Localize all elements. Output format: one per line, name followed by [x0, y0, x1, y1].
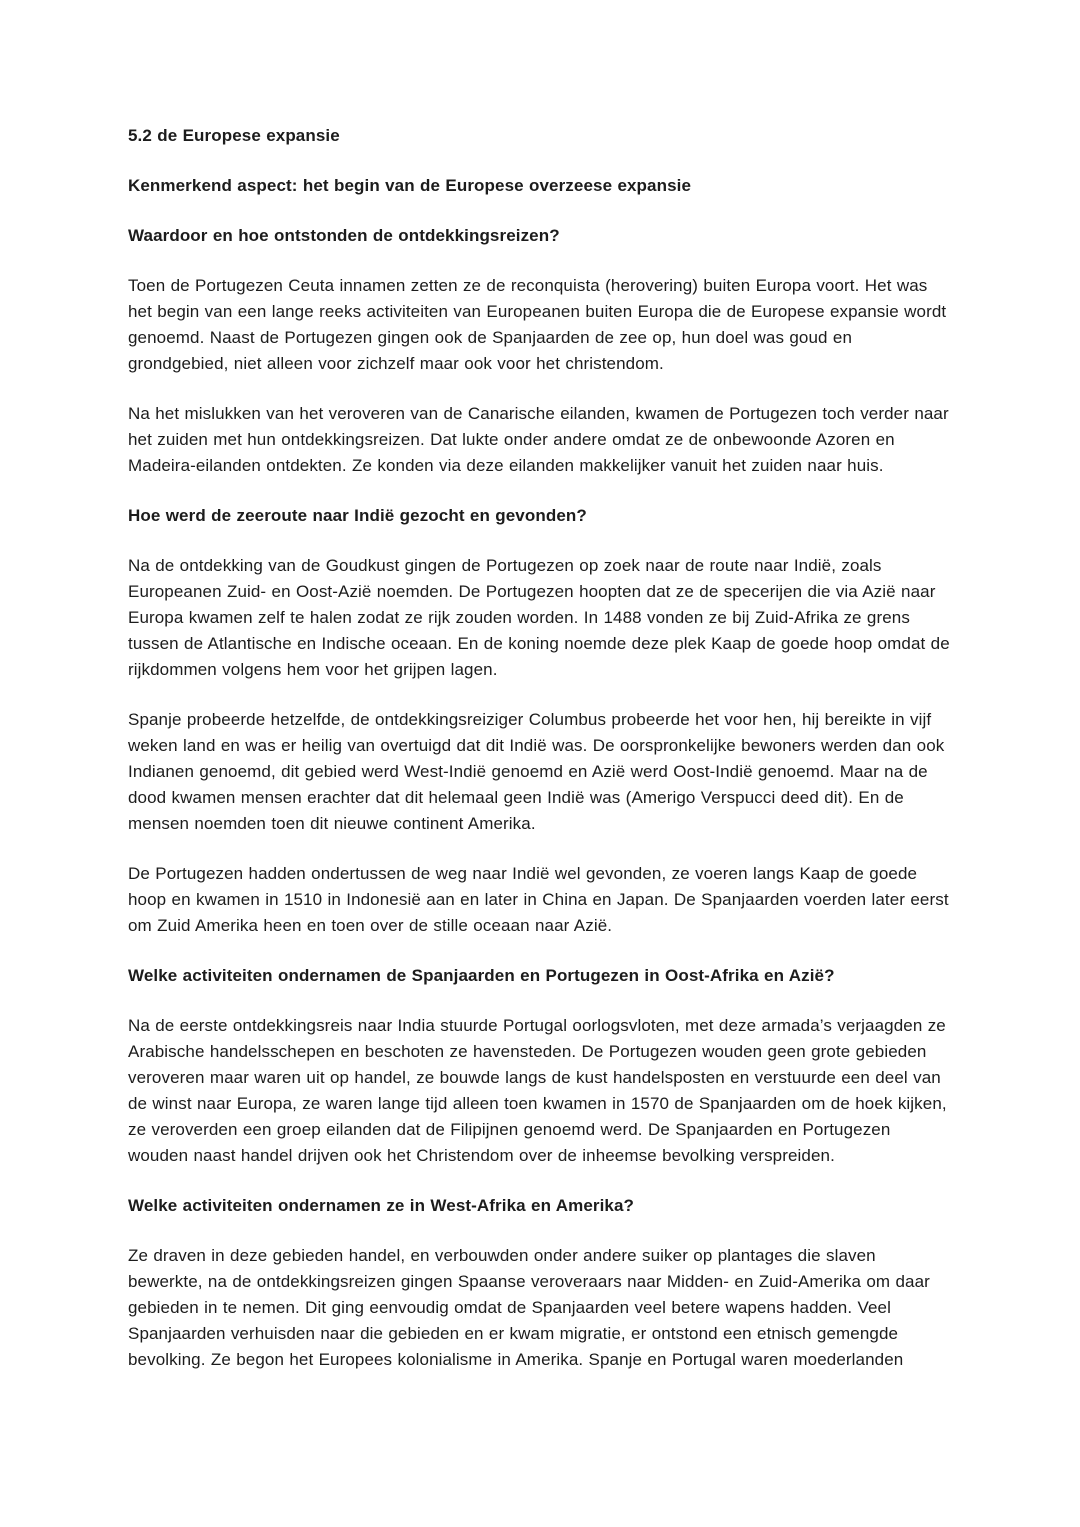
paragraph: Spanje probeerde hetzelfde, de ontdekkingsreiziger Columbus probeerde het voor hen, hij bereikte in vijf weken land en was er heilig van overtuigd dat dit Indië was. De oorspronkelijke bewoners werden dan ook Indianen genoemd, dit gebied werd West-Indië genoemd en Azië werd Oost-Indië genoemd. Maar na de dood kwamen mensen erachter dat dit helemaal geen Indië was (Amerigo Verspucci deed dit). En de mensen noemden toen dit nieuwe continent Amerika. — [128, 710, 945, 833]
heading-waardoor-ontdekkingsreizen: Waardoor en hoe ontstonden de ontdekkingsreizen? — [128, 226, 560, 245]
paragraph: Na de ontdekking van de Goudkust gingen de Portugezen op zoek naar de route naar Indië, zoals Europeanen Zuid- en Oost-Azië noemden. De Portugezen hoopten dat ze de specerijen die via Azië naar Europa kwamen zelf te halen zodat ze rijk zouden worden. In 1488 vonden ze bij Zuid-Afrika ze grens tussen de Atlantische en Indische oceaan. En de koning noemde deze plek Kaap de goede hoop omdat de rijkdommen volgens hem voor het grijpen lagen. — [128, 556, 950, 679]
paragraph: Toen de Portugezen Ceuta innamen zetten ze de reconquista (herovering) buiten Europa voort. Het was het begin van een lange reeks activiteiten van Europeanen buiten Europa die de Europese expansie wordt genoemd. Naast de Portugezen gingen ook de Spanjaarden de zee op, hun doel was goud en grondgebied, niet alleen voor zichzelf maar ook voor het christendom. — [128, 276, 947, 373]
paragraph: Na de eerste ontdekkingsreis naar India stuurde Portugal oorlogsvloten, met deze armada’s verjaagden ze Arabische handelsschepen en beschoten ze havensteden. De Portugezen wouden geen grote gebieden veroveren maar waren uit op handel, ze bouwde langs de kust handelsposten en verstuurde een deel van de winst naar Europa, ze waren lange tijd alleen toen kwamen in 1570 de Spanjaarden om de hoek kijken, ze veroverden een groep eilanden dat de Filipijnen genoemd werd. De Spanjaarden en Portugezen wouden naast handel drijven ook het Christendom over de inheemse bevolking verspreiden. — [128, 1016, 947, 1165]
paragraph: De Portugezen hadden ondertussen de weg naar Indië wel gevonden, ze voeren langs Kaap de goede hoop en kwamen in 1510 in Indonesië aan en later in China en Japan. De Spanjaarden voerden later eerst om Zuid Amerika heen en toen over de stille oceaan naar Azië. — [128, 864, 949, 935]
section-title: 5.2 de Europese expansie — [128, 126, 340, 145]
heading-activiteiten-west-afrika-amerika: Welke activiteiten ondernamen ze in West-Afrika en Amerika? — [128, 1196, 635, 1215]
heading-kenmerkend-aspect: Kenmerkend aspect: het begin van de Europese overzeese expansie — [128, 176, 692, 195]
heading-activiteiten-oost-afrika-azie: Welke activiteiten ondernamen de Spanjaarden en Portugezen in Oost-Afrika en Azië? — [128, 966, 835, 985]
paragraph: Na het mislukken van het veroveren van de Canarische eilanden, kwamen de Portugezen toch verder naar het zuiden met hun ontdekkingsreizen. Dat lukte onder andere omdat ze de onbewoonde Azoren en Madeira-eilanden ontdekten. Ze konden via deze eilanden makkelijker vanuit het zuiden naar huis. — [128, 404, 949, 475]
paragraph: Ze draven in deze gebieden handel, en verbouwden onder andere suiker op plantages die slaven bewerkte, na de ontdekkingsreizen gingen Spaanse veroveraars naar Midden- en Zuid-Amerika om daar gebieden in te nemen. Dit ging eenvoudig omdat de Spanjaarden veel betere wapens hadden. Veel Spanjaarden verhuisden naar die gebieden en er kwam migratie, er ontstond een etnisch gemengde bevolking. Ze begon het Europees kolonialisme in Amerika. Spanje en Portugal waren moederlanden — [128, 1246, 930, 1369]
heading-zeeroute-indie: Hoe werd de zeeroute naar Indië gezocht en gevonden? — [128, 506, 587, 525]
